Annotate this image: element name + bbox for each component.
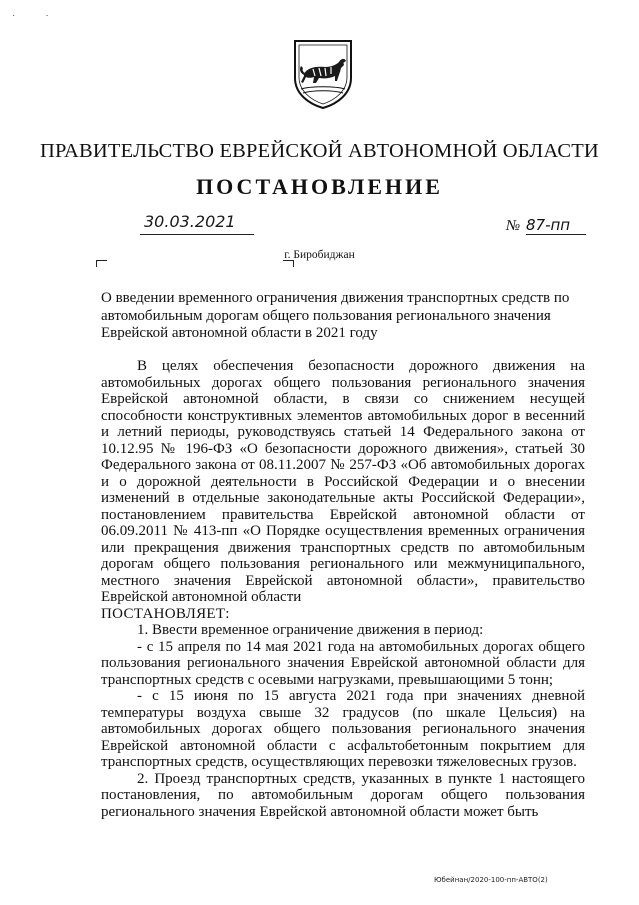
item-2: 2. Проезд транспортных средств, указанных в пункте 1 настоящего постановления, по автомобильным дорогам общего пользования регионального значения Еврейской автономной области может быть [101,770,585,820]
document-type: ПОСТАНОВЛЕНИЕ [196,174,443,199]
coat-of-arms-icon [291,38,355,110]
number-sign: № [506,218,521,234]
date-value: 30.03.2021 [144,212,236,231]
document-subject: О введении временного ограничения движения транспортных средств по автомобильным дорогам общего пользования регионального значения Еврейской автономной области в 2021 году [101,290,570,341]
government-title: ПРАВИТЕЛЬСТВО ЕВРЕЙСКОЙ АВТОНОМНОЙ ОБЛАСТИ [40,140,599,162]
subject-left-bracket [96,260,107,267]
item-1-b: - с 15 июня по 15 августа 2021 года при значениях дневной температуры воздуха свыше 32 градусов (по шкале Цельсия) на автомобильных дорогах общего пользования регионального значения Еврейской автономной области с асфальтобетонным покрытием для транспортных средств, осуществляющих перевозки тяжеловесных грузов. [101,688,585,770]
number-value: 87-пп [526,216,586,235]
intro-paragraph: В целях обеспечения безопасности дорожного движения на автомобильных дорогах общего пользования регионального значения Еврейской автономной области, в связи со снижением несущей способности конструктивных элементов автомобильных дорог в весенний и летний периоды, руководствуясь статьей 14 Федерального закона от 10.12.95 № 196-ФЗ «О безопасности дорожного движения», статьей 30 Федерального закона от 08.11.2007 № 257-ФЗ «Об автомобильных дорогах и о дорожной деятельности в Российской Федерации и о внесении изменений в отдельные законодательные акты Российской Федерации», постановлением правительства Еврейской автономной области от 06.09.2011 № 413-пп «О Порядке осуществления временных ограничения или прекращения движения транспортных средств по автомобильным дорогам общего пользования регионального или межмуниципального, местного значения Еврейской автономной области», правительство Еврейской автономной области [101,358,585,605]
item-1: 1. Ввести временное ограничение движения в период: [137,622,484,638]
footer-code: Юбейнан/2020-100-пп-АВТО(2) [434,876,548,884]
document-number [506,216,586,238]
subject-right-bracket [283,260,294,267]
city-label: г. Биробиджан [284,249,355,261]
item-1-a: - с 15 апреля по 14 мая 2021 года на автомобильных дорогах общего пользования регионального значения Еврейской автономной области для транспортных средств с осевыми нагрузками, превышающими 5 тонн; [101,638,585,688]
scan-specks: ˙ ˙ [12,14,49,25]
handwritten-date [140,212,254,235]
document-body [101,358,585,820]
decree-word: ПОСТАНОВЛЯЕТ: [101,605,230,622]
